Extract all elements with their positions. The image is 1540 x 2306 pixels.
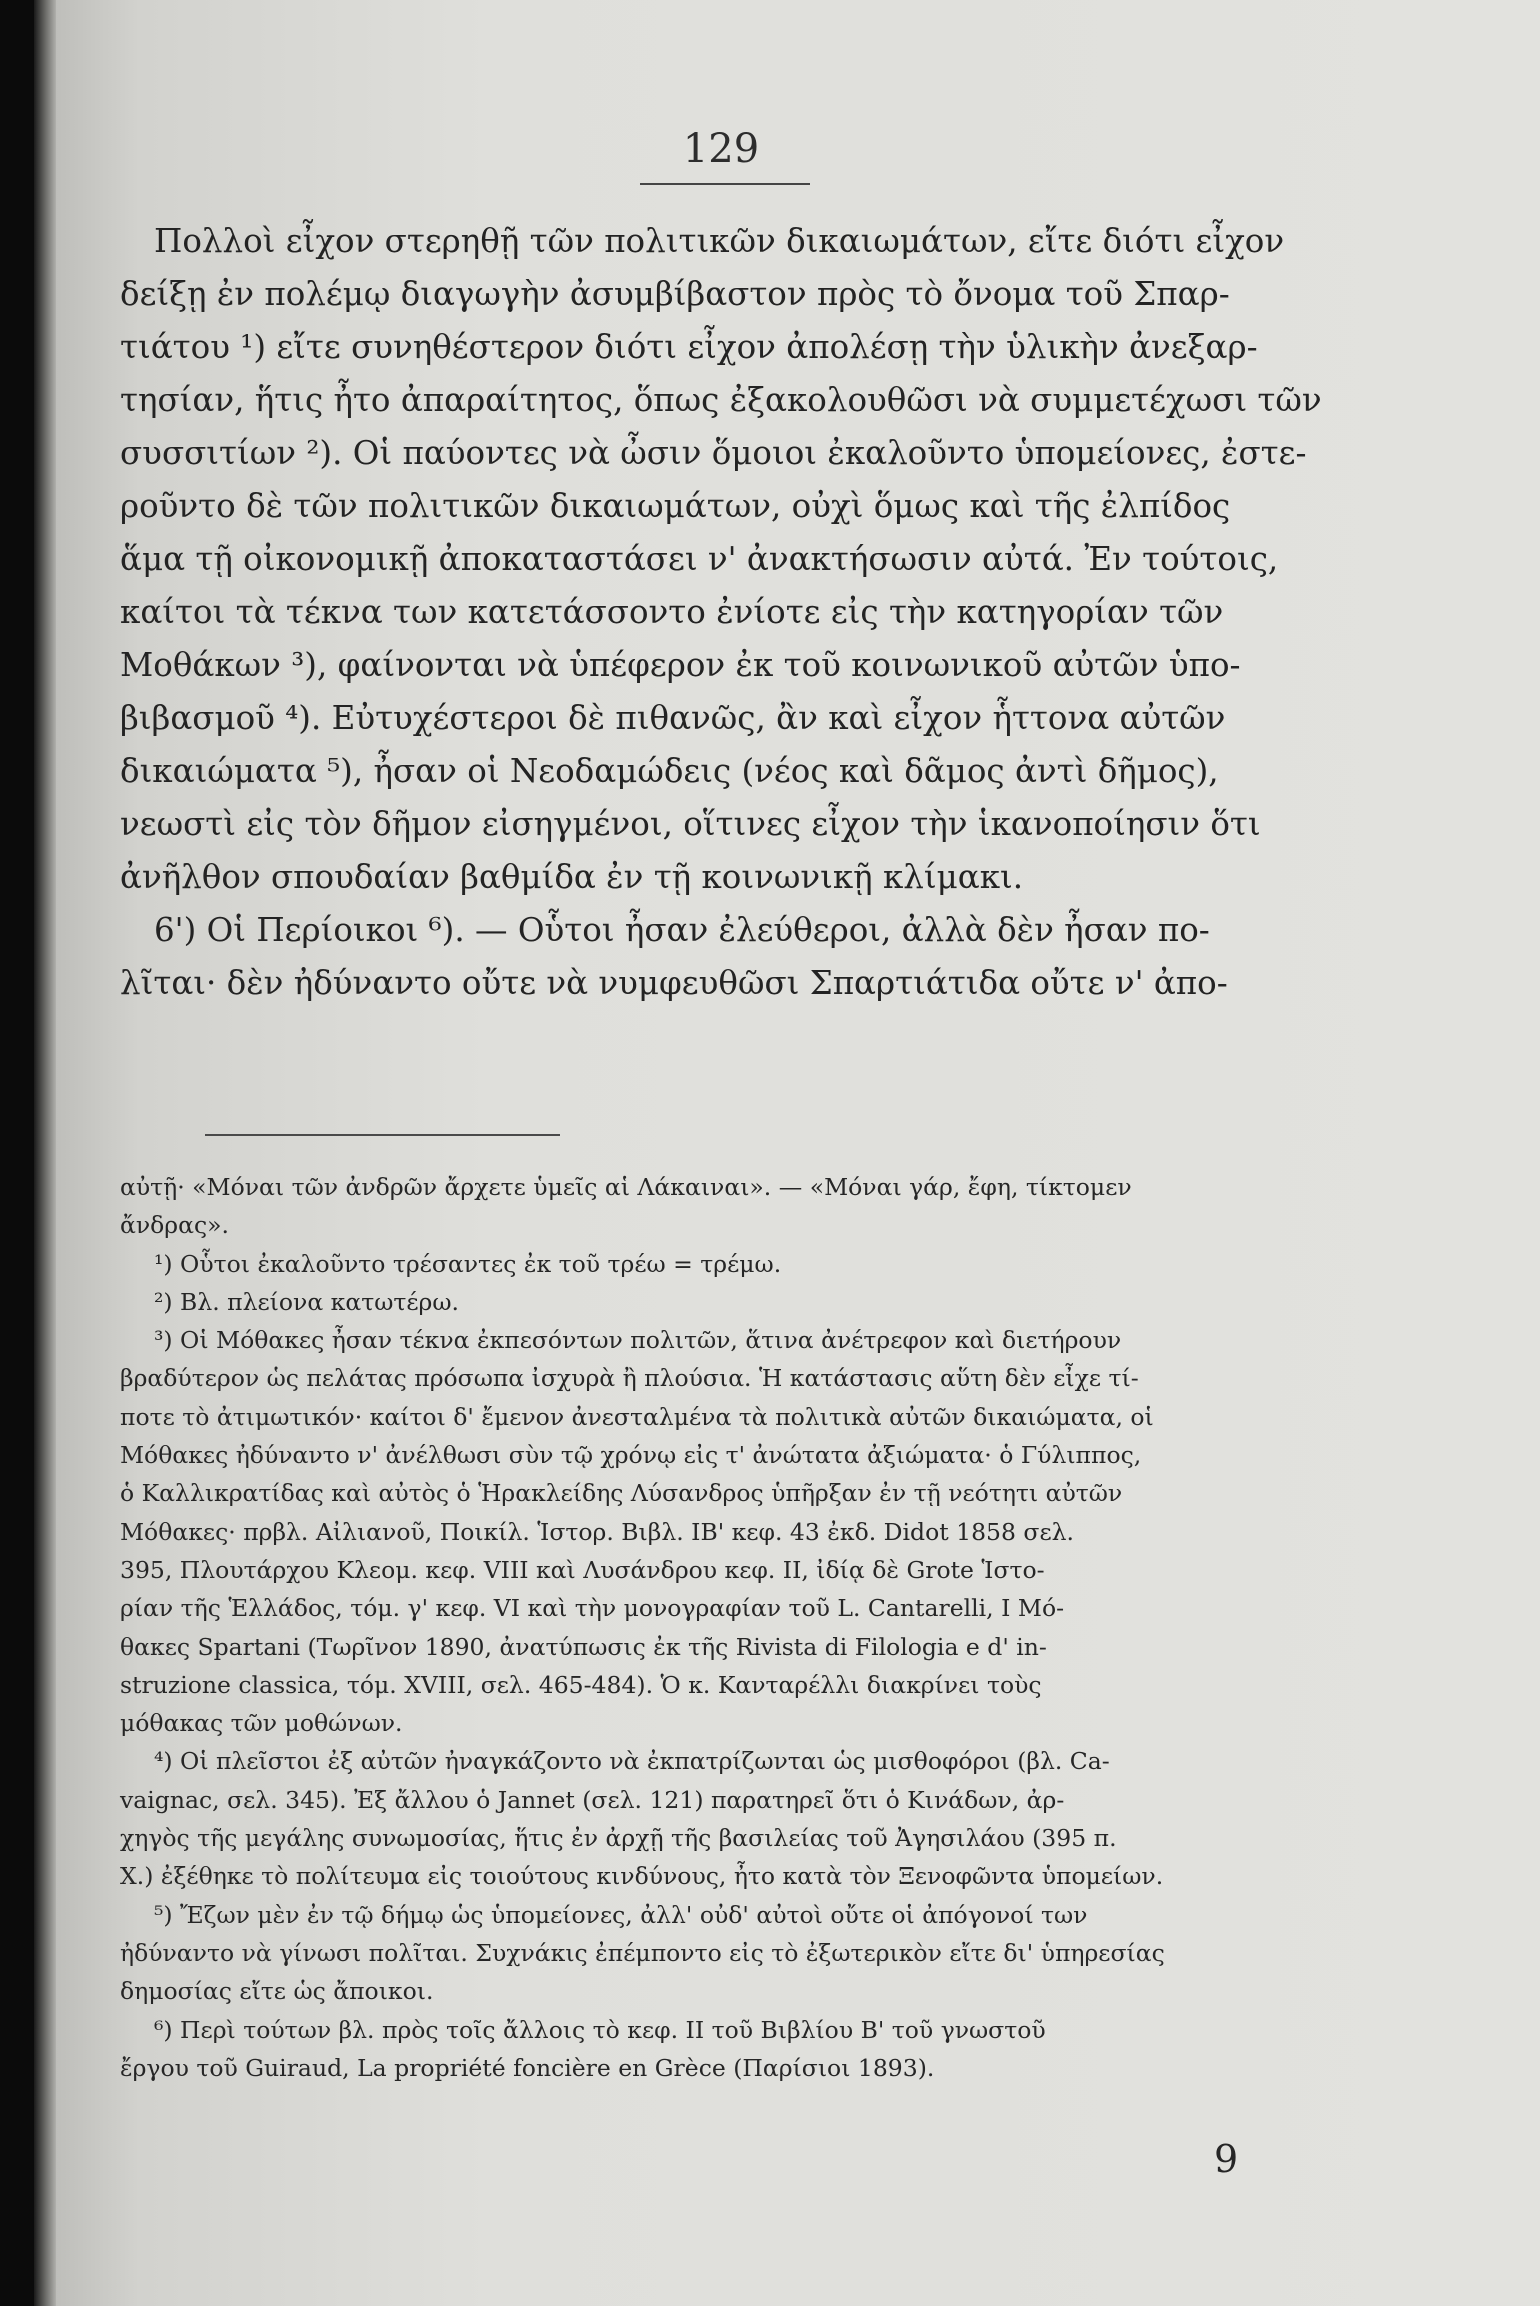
footnote-line: ⁶) Περὶ τούτων βλ. πρὸς τοῖς ἄλλοις τὸ κεφ. II τοῦ Βιβλίου Β' τοῦ γνωστοῦ [154, 2015, 1046, 2044]
text-line: Μοθάκων ³), φαίνονται νὰ ὑπέφερον ἐκ τοῦ κοινωνικοῦ αὐτῶν ὑπο- [120, 646, 1241, 684]
text-line: τιάτου ¹) εἴτε συνηθέστερον διότι εἶχον ἀπολέσῃ τὴν ὑλικὴν ἀνεξαρ- [120, 328, 1258, 366]
footnote-line: ὁ Καλλικρατίδας καὶ αὐτὸς ὁ Ἡρακλείδης Λύσανδρος ὑπῆρξαν ἐν τῇ νεότητι αὐτῶν [120, 1479, 1123, 1508]
text-line: ἅμα τῇ οἰκονομικῇ ἀποκαταστάσει ν' ἀνακτήσωσιν αὐτά. Ἐν τούτοις, [120, 540, 1279, 578]
footnote-line: vaignac, σελ. 345). Ἐξ ἄλλου ὁ Jannet (σελ. 121) παρατηρεῖ ὅτι ὁ Κινάδων, ἀρ- [120, 1785, 1065, 1814]
page-number: 129 [682, 126, 760, 172]
text-line: βιβασμοῦ ⁴). Εὐτυχέστεροι δὲ πιθανῶς, ἂν καὶ εἶχον ἧττονα αὐτῶν [120, 699, 1226, 737]
footnote-line: Μόθακες· πρβλ. Αἰλιανοῦ, Ποικίλ. Ἱστορ. Βιβλ. ΙΒ' κεφ. 43 ἐκδ. Didot 1858 σελ. [120, 1517, 1074, 1546]
footnote-line: ²) Βλ. πλείονα κατωτέρω. [154, 1287, 460, 1316]
footnote-line: Χ.) ἐξέθηκε τὸ πολίτευμα εἰς τοιούτους κινδύνους, ἦτο κατὰ τὸν Ξενοφῶντα ὑπομείων. [120, 1862, 1164, 1891]
footnote-line: ποτε τὸ ἀτιμωτικόν· καίτοι δ' ἔμενον ἀνεσταλμένα τὰ πολιτικὰ αὐτῶν δικαιώματα, οἱ [120, 1402, 1154, 1431]
footnote-line: ³) Οἱ Μόθακες ἦσαν τέκνα ἐκπεσόντων πολιτῶν, ἅτινα ἀνέτρεφον καὶ διετήρουν [154, 1326, 1122, 1355]
footnote-line: ἠδύναντο νὰ γίνωσι πολῖται. Συχνάκις ἐπέμποντο εἰς τὸ ἐξωτερικὸν εἴτε δι' ὑπηρεσίας [120, 1938, 1165, 1967]
footnote-line: βραδύτερον ὡς πελάτας πρόσωπα ἰσχυρὰ ἢ πλούσια. Ἡ κατάστασις αὕτη δὲν εἶχε τί- [120, 1364, 1139, 1393]
footnote-line: ⁴) Οἱ πλεῖστοι ἐξ αὐτῶν ἠναγκάζοντο νὰ ἐκπατρίζωνται ὡς μισθοφόροι (βλ. Ca- [154, 1747, 1110, 1776]
book-binding-shadow [34, 0, 56, 2306]
text-line: καίτοι τὰ τέκνα των κατετάσσοντο ἐνίοτε εἰς τὴν κατηγορίαν τῶν [120, 593, 1224, 631]
footnote-line: δημοσίας εἴτε ὡς ἄποικοι. [120, 1977, 434, 2006]
footnote-line: αὐτῇ· «Μόναι τῶν ἀνδρῶν ἄρχετε ὑμεῖς αἱ Λάκαιναι». — «Μόναι γάρ, ἔφη, τίκτομεν [120, 1173, 1132, 1201]
text-line: νεωστὶ εἰς τὸν δῆμον εἰσηγμένοι, οἵτινες εἶχον τὴν ἱκανοποίησιν ὅτι [120, 805, 1261, 843]
footnote-line: ⁵) Ἔζων μὲν ἐν τῷ δήμῳ ὡς ὑπομείονες, ἀλλ' οὐδ' αὐτοὶ οὔτε οἱ ἀπόγονοί των [154, 1900, 1088, 1929]
signature-mark: 9 [1214, 2137, 1239, 2181]
text-line: Πολλοὶ εἶχον στερηθῇ τῶν πολιτικῶν δικαιωμάτων, εἴτε διότι εἶχον [154, 222, 1285, 260]
footnote-line: 395, Πλουτάρχου Κλεομ. κεφ. VIII καὶ Λυσάνδρου κεφ. II, ἰδίᾳ δὲ Grote Ἱστο- [120, 1555, 1045, 1584]
footnote-line: ἄνδρας». [120, 1211, 229, 1240]
footnote-line: Μόθακες ἠδύναντο ν' ἀνέλθωσι σὺν τῷ χρόνῳ εἰς τ' ἀνώτατα ἀξιώματα· ὁ Γύλιππος, [120, 1441, 1142, 1470]
footnotes [120, 1168, 1350, 2087]
text-line: δικαιώματα ⁵), ἦσαν οἱ Νεοδαμώδεις (νέος καὶ δᾶμος ἀντὶ δῆμος), [120, 752, 1219, 790]
footnote-line: ρίαν τῆς Ἑλλάδος, τόμ. γ' κεφ. VI καὶ τὴν μονογραφίαν τοῦ L. Cantarelli, I Mό- [120, 1594, 1065, 1623]
footnote-line: χηγὸς τῆς μεγάλης συνωμοσίας, ἥτις ἐν ἀρχῇ τῆς βασιλείας τοῦ Ἀγησιλάου (395 π. [120, 1824, 1117, 1853]
footnote-line: ἔργου τοῦ Guiraud, La propriété foncière en Grèce (Παρίσιοι 1893). [120, 2053, 935, 2082]
text-line: λῖται· δὲν ἠδύναντο οὔτε νὰ νυμφευθῶσι Σπαρτιάτιδα οὔτε ν' ἀπο- [120, 964, 1228, 1002]
text-line: συσσιτίων ²). Οἱ παύοντες νὰ ὦσιν ὅμοιοι ἐκαλοῦντο ὑπομείονες, ἐστε- [120, 434, 1307, 472]
text-line: ἀνῆλθον σπουδαίαν βαθμίδα ἐν τῇ κοινωνικῇ κλίμακι. [120, 858, 1024, 896]
text-line: δείξῃ ἐν πολέμῳ διαγωγὴν ἀσυμβίβαστον πρὸς τὸ ὄνομα τοῦ Σπαρ- [120, 275, 1230, 313]
footnote-line: ¹) Οὗτοι ἐκαλοῦντο τρέσαντες ἐκ τοῦ τρέω = τρέμω. [154, 1249, 782, 1278]
header-rule [640, 183, 810, 185]
footnote-rule [205, 1134, 560, 1136]
section-heading-line: 6') Οἱ Περίοικοι ⁶). — Οὗτοι ἦσαν ἐλεύθεροι, ἀλλὰ δὲν ἦσαν πο- [154, 911, 1210, 949]
footnote-line: struzione classica, τόμ. XVIII, σελ. 465-484). Ὁ κ. Κανταρέλλι διακρίνει τοὺς [120, 1670, 1042, 1699]
text-line: τησίαν, ἥτις ἦτο ἀπαραίτητος, ὅπως ἐξακολουθῶσι νὰ συμμετέχωσι τῶν [120, 381, 1322, 419]
main-text [120, 215, 1350, 1010]
footnote-line: μόθακας τῶν μοθώνων. [120, 1709, 403, 1738]
footnote-line: θακες Spartani (Τωρῖνον 1890, ἀνατύπωσις ἐκ τῆς Rivista di Filologia e d' in- [120, 1632, 1047, 1661]
text-line: ροῦντο δὲ τῶν πολιτικῶν δικαιωμάτων, οὐχὶ ὅμως καὶ τῆς ἐλπίδος [120, 487, 1231, 525]
